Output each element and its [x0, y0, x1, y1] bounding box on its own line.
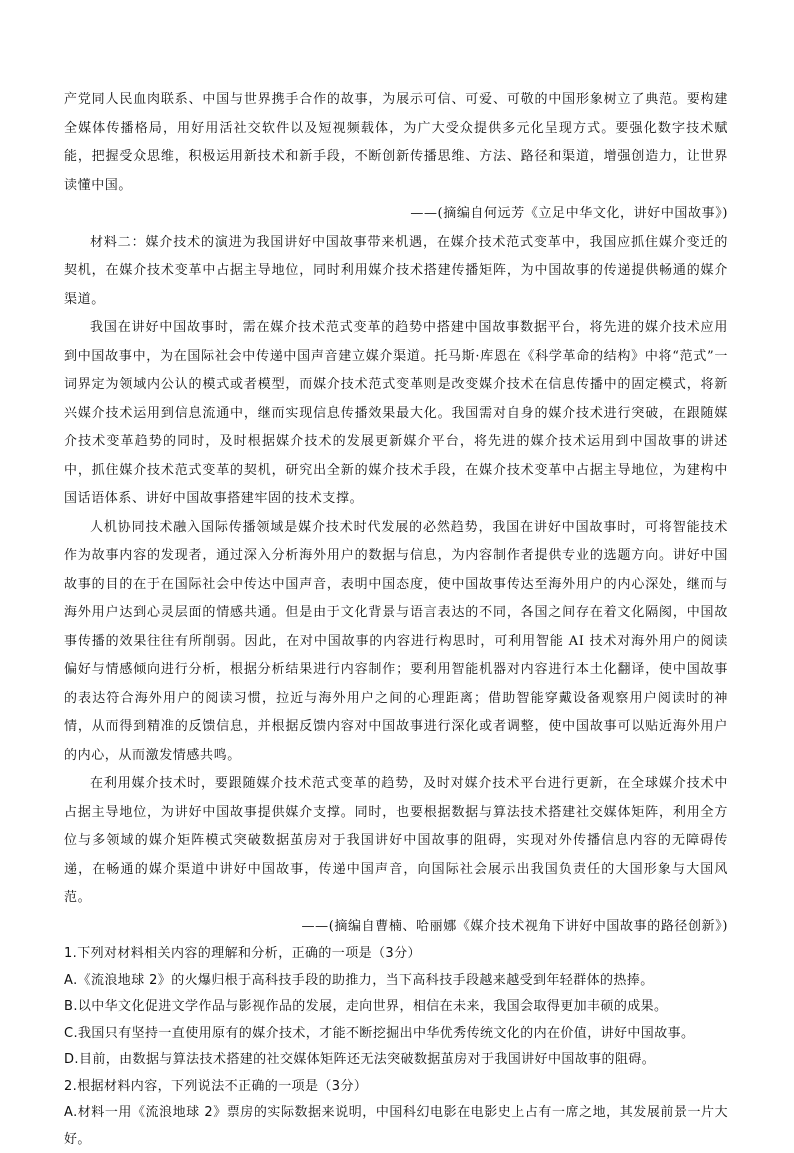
- question-1-option-a: A.《流浪地球 2》的火爆归根于高科技手段的助推力，当下高科技手段越来越受到年轻群体的热捧。: [64, 972, 654, 988]
- source-citation-2: ——(摘编自曹楠、哈丽娜《媒介技术视角下讲好中国故事的路径创新》): [301, 918, 728, 934]
- question-1-option-c: C.我国只有坚持一直使用原有的媒介技术，才能不断挖掘出中华优秀传统文化的内在价值，讲好中国故事。: [64, 1025, 695, 1041]
- article-paragraph-4: 人机协同技术融入国际传播领域是媒介技术时代发展的必然趋势，我国在讲好中国故事时，可将智能技术作为故事内容的发现者，通过深入分析海外用户的数据与信息，为内容制作者提供专业的选题方向。讲好中国故事的目的在于在国际社会中传达中国声音，表明中国态度，使中国故事传达至海外用户的内心深处，继而与海外用户达到心灵层面的情感共通。但是由于文化背景与语言表达的不同，各国之间存在着文化隔阂，中国故事传播的效果往往有所削弱。因此，在对中国故事的内容进行构思时，可利用智能 AI 技术对海外用户的阅读偏好与情感倾向进行分析，根据分析结果进行内容制作；要利用智能机器对内容进行本土化翻译，使中国故事的表达符合海外用户的阅读习惯，拉近与海外用户之间的心理距离；借助智能穿戴设备观察用户阅读时的神情，从而得到精准的反馈信息，并根据反馈内容对中国故事进行深化或者调整，使中国故事可以贴近海外用户的内心，从而激发情感共鸣。: [64, 519, 728, 763]
- question-1-option-d: D.目前，由数据与算法技术搭建的社交媒体矩阵还无法突破数据茧房对于我国讲好中国故事的阻碍。: [64, 1052, 656, 1067]
- question-1-option-b: B.以中华文化促进文学作品与影视作品的发展，走向世界，相信在未来，我国会取得更加丰硕的成果。: [64, 999, 668, 1014]
- article-paragraph-1: 产党同人民血肉联系、中国与世界携手合作的故事，为展示可信、可爱、可敬的中国形象树立了典范。要构建全媒体传播格局，用好用活社交软件以及短视频载体，为广大受众提供多元化呈现方式。要强化数字技术赋能，把握受众思维，积极运用新技术和新手段，不断创新传播思维、方法、路径和渠道，增强创造力，让世界读懂中国。: [64, 92, 728, 193]
- question-section: [64, 941, 728, 1153]
- question-2-option-a: A.材料一用《流浪地球 2》票房的实际数据来说明，中国科幻电影在电影史上占有一席之地，其发展前景一片大好。: [64, 1105, 728, 1147]
- question-1-stem: 1.下列对材料相关内容的理解和分析，正确的一项是（3分）: [64, 946, 421, 961]
- question-2-stem: 2.根据材料内容，下列说法不正确的一项是（3分）: [64, 1078, 368, 1094]
- article-paragraph-2: 材料二：媒介技术的演进为我国讲好中国故事带来机遇，在媒介技术范式变革中，我国应抓住媒介变迁的契机，在媒介技术变革中占据主导地位，同时利用媒介技术搭建传播矩阵，为中国故事的传递提供畅通的媒介渠道。: [64, 234, 728, 307]
- article-paragraph-3: 我国在讲好中国故事时，需在媒介技术范式变革的趋势中搭建中国故事数据平台，将先进的媒介技术应用到中国故事中，为在国际社会中传递中国声音建立媒介渠道。托马斯·库恩在《科学革命的结构》中将“范式”一词界定为领域内公认的模式或者模型，而媒介技术范式变革则是改变媒介技术在信息传播中的固定模式，将新兴媒介技术运用到信息流通中，继而实现信息传播效果最大化。我国需对自身的媒介技术进行突破，在跟随媒介技术变革趋势的同时，及时根据媒介技术的发展更新媒介平台，将先进的媒介技术运用到中国故事的讲述中，抓住媒介技术范式变革的契机，研究出全新的媒介技术手段，在媒介技术变革中占据主导地位，为建构中国话语体系、讲好中国故事搭建牢固的技术支撑。: [64, 320, 728, 506]
- article-paragraph-5: 在利用媒介技术时，要跟随媒介技术范式变革的趋势，及时对媒介技术平台进行更新，在全球媒介技术中占据主导地位，为讲好中国故事提供媒介支撑。同时，也要根据数据与算法技术搭建社交媒体矩阵，利用全方位与多领域的媒介矩阵模式突破数据茧房对于我国讲好中国故事的阻碍，实现对外传播信息内容的无障碍传递，在畅通的媒介渠道中讲好中国故事，传递中国声音，向国际社会展示出我国负责任的大国形象与大国风范。: [64, 776, 728, 905]
- document-page: [64, 86, 728, 1153]
- source-citation-1: ——(摘编自何远芳《立足中华文化，讲好中国故事》): [410, 206, 728, 221]
